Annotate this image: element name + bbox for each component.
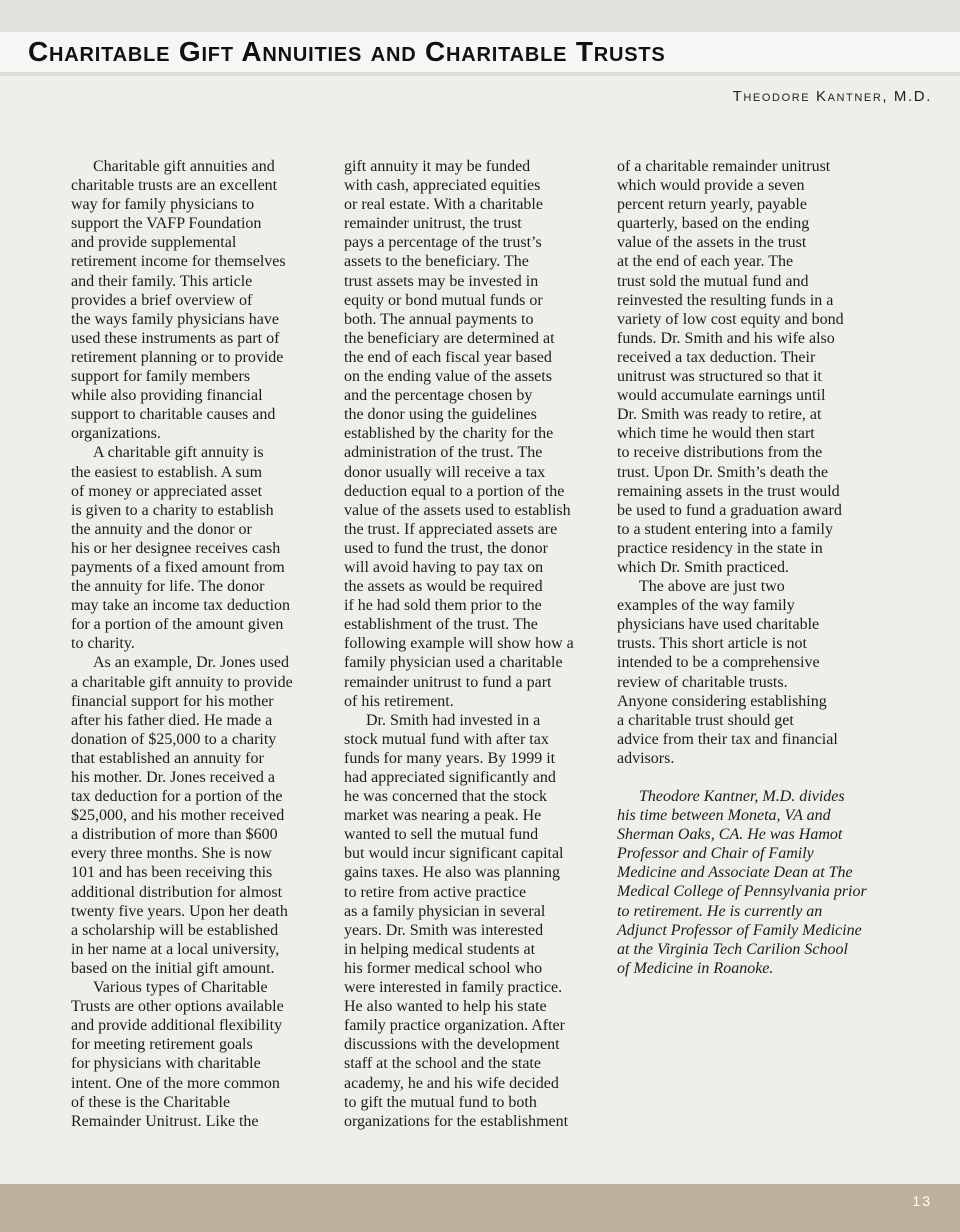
paragraph [71,978,333,1131]
text-line: may take an income tax deduction [71,597,291,615]
text-line: to gift the mutual fund to both [344,1093,537,1111]
text-line: Professor and Chair of Family [617,845,814,863]
text-line: review of charitable trusts. [617,673,788,691]
text-line: and their family. This article [71,272,253,290]
text-line: which time he would then start [617,425,815,443]
text-line: to receive distributions from the [617,444,823,462]
text-line: As an example, Dr. Jones used [93,654,289,672]
text-line: trusts. This short article is not [617,635,807,653]
text-line: is given to a charity to establish [71,501,274,519]
text-line: value of the assets used to establish [344,501,571,519]
author-bio [617,787,879,978]
text-line: value of the assets in the trust [617,234,807,252]
text-line: the easiest to establish. A sum [71,463,263,481]
text-line: the donor using the guidelines [344,406,537,424]
text-line: support to charitable causes and [71,406,276,424]
text-line: used to fund the trust, the donor [344,539,548,557]
text-line: equity or bond mutual funds or [344,291,543,309]
text-line: the trust. If appreciated assets are [344,520,558,538]
text-line: trust sold the mutual fund and [617,272,809,290]
text-line: received a tax deduction. Their [617,348,816,366]
text-line: practice residency in the state in [617,539,823,557]
text-line: payments of a fixed amount from [71,558,285,576]
text-line: the assets as would be required [344,578,543,596]
text-line: remaining assets in the trust would [617,482,840,500]
paragraph [617,577,879,768]
text-line: years. Dr. Smith was interested [344,921,544,939]
text-line: and the percentage chosen by [344,387,533,405]
text-line: trust. Upon Dr. Smith’s death the [617,463,829,481]
article-author: Theodore Kantner, M.D. [732,88,932,105]
text-line: Medical College of Pennsylvania prior [617,883,867,901]
text-line: a scholarship will be established [71,921,279,939]
text-line: to a student entering into a family [617,520,833,538]
text-line: on the ending value of the assets [344,368,552,386]
text-line: the end of each fiscal year based [344,348,552,366]
text-line: variety of low cost equity and bond [617,310,844,328]
text-line: physicians have used charitable [617,616,820,634]
text-line: would accumulate earnings until [617,387,826,405]
text-line: Remainder Unitrust. Like the [71,1112,259,1130]
text-line: gains taxes. He also was planning [344,864,560,882]
text-line: his former medical school who [344,959,543,977]
text-line: for physicians with charitable [71,1055,261,1073]
text-line: his time between Moneta, VA and [617,807,831,825]
text-line: to charity. [71,635,135,653]
text-line: Dr. Smith was ready to retire, at [617,406,822,424]
text-line: following example will show how a [344,635,574,653]
text-line: Various types of Charitable [93,979,268,997]
text-line: Charitable gift annuities and [93,158,275,175]
text-line: The above are just two [639,578,785,596]
text-line: staff at the school and the state [344,1055,541,1073]
text-line: in helping medical students at [344,940,536,958]
text-line: at the Virginia Tech Carilion School [617,940,848,958]
text-line: provides a brief overview of [71,291,253,309]
text-line: Medicine and Associate Dean at The [617,864,853,882]
text-line: will avoid having to pay tax on [344,558,544,576]
text-line: or real estate. With a charitable [344,196,543,214]
text-line: wanted to sell the mutual fund [344,826,539,844]
text-line: support for family members [71,368,251,386]
text-line: to retirement. He is currently an [617,902,823,920]
text-column-3 [617,157,879,978]
text-line: were interested in family practice. [344,979,563,997]
text-line: tax deduction for a portion of the [71,788,283,806]
title-rule [0,72,960,76]
text-line: remainder unitrust to fund a part [344,673,552,691]
text-line: and provide supplemental [71,234,237,252]
text-line: advice from their tax and financial [617,730,838,748]
text-line: of Medicine in Roanoke. [617,959,774,977]
text-line: deduction equal to a portion of the [344,482,565,500]
text-line: of money or appreciated asset [71,482,263,500]
text-line: which would provide a seven [617,177,805,195]
text-line: Dr. Smith had invested in a [366,711,541,729]
text-line: support the VAFP Foundation [71,215,262,233]
text-line: in her name at a local university, [71,940,280,958]
text-column-2 [344,157,606,1131]
text-line: assets to the beneficiary. The [344,253,529,271]
paragraph [71,653,333,978]
text-line: of a charitable remainder unitrust [617,158,831,175]
text-line: financial support for his mother [71,692,274,710]
text-line: Trusts are other options available [71,998,284,1016]
text-line: if he had sold them prior to the [344,597,542,615]
text-line: Anyone considering establishing [617,692,827,710]
paragraph [71,157,333,443]
text-line: family practice organization. After [344,1017,565,1035]
text-line: to retire from active practice [344,883,527,901]
text-line: gift annuity it may be funded [344,158,531,175]
text-line: used these instruments as part of [71,329,280,347]
paragraph [344,157,606,711]
text-line: after his father died. He made a [71,711,273,729]
text-line: quarterly, based on the ending [617,215,810,233]
footer-bar [0,1184,960,1232]
text-line: twenty five years. Upon her death [71,902,288,920]
text-line: that established an annuity for [71,749,264,767]
text-line: had appreciated significantly and [344,769,556,786]
text-line: advisors. [617,749,675,767]
text-line: and provide additional flexibility [71,1017,283,1035]
text-line: with cash, appreciated equities [344,177,541,195]
text-line: percent return yearly, payable [617,196,807,214]
paragraph [617,157,879,577]
text-line: examples of the way family [617,597,795,615]
text-line: based on the initial gift amount. [71,959,275,977]
text-line: the annuity and the donor or [71,520,252,538]
text-line: the ways family physicians have [71,310,279,328]
text-line: his mother. Dr. Jones received a [71,769,275,786]
text-line: as a family physician in several [344,902,546,920]
text-line: market was nearing a peak. He [344,807,542,825]
text-line: the annuity for life. The donor [71,578,265,596]
text-line: stock mutual fund with after tax [344,730,549,748]
text-line: Sherman Oaks, CA. He was Hamot [617,826,843,844]
text-column-1 [71,157,333,1131]
text-line: additional distribution for almost [71,883,283,901]
text-line: academy, he and his wife decided [344,1074,559,1092]
page-number: 13 [912,1193,932,1209]
text-line: establishment of the trust. The [344,616,538,634]
text-line: while also providing financial [71,387,263,405]
text-line: intended to be a comprehensive [617,654,820,672]
text-line: for a portion of the amount given [71,616,284,634]
text-line: family physician used a charitable [344,654,563,672]
text-line: charitable trusts are an excellent [71,177,278,195]
text-line: he was concerned that the stock [344,788,548,806]
text-line: funds for many years. By 1999 it [344,749,556,767]
text-line: remainder unitrust, the trust [344,215,522,233]
text-line: be used to fund a graduation award [617,501,842,519]
text-line: Adjunct Professor of Family Medicine [617,921,862,939]
paragraph [344,711,606,1131]
text-line: both. The annual payments to [344,310,534,328]
text-line: $25,000, and his mother received [71,807,285,825]
text-line: retirement income for themselves [71,253,286,271]
text-line: at the end of each year. The [617,253,794,271]
text-line: way for family physicians to [71,196,255,214]
text-line: unitrust was structured so that it [617,368,822,386]
text-line: which Dr. Smith practiced. [617,558,789,576]
article-title: Charitable Gift Annuities and Charitable Trusts [28,36,666,67]
text-line: pays a percentage of the trust’s [344,234,542,252]
text-line: reinvested the resulting funds in a [617,291,834,309]
text-line: funds. Dr. Smith and his wife also [617,329,835,347]
text-line: a distribution of more than $600 [71,826,278,844]
text-line: of these is the Charitable [71,1093,231,1111]
text-line: a charitable gift annuity to provide [71,673,293,691]
text-line: donation of $25,000 to a charity [71,730,277,748]
text-line: A charitable gift annuity is [93,444,264,462]
text-line: organizations. [71,425,161,443]
text-line: retirement planning or to provide [71,348,284,366]
text-line: a charitable trust should get [617,711,794,729]
text-line: discussions with the development [344,1036,560,1054]
text-line: but would incur significant capital [344,845,564,863]
text-line: Theodore Kantner, M.D. divides [639,788,845,805]
text-line: intent. One of the more common [71,1074,280,1092]
paragraph [71,443,333,653]
text-line: trust assets may be invested in [344,272,539,290]
text-line: established by the charity for the [344,425,554,443]
text-line: the beneficiary are determined at [344,329,555,347]
top-strip [0,0,960,32]
text-line: of his retirement. [344,692,454,710]
text-line: his or her designee receives cash [71,539,281,557]
text-line: every three months. She is now [71,845,272,863]
text-line: administration of the trust. The [344,444,543,462]
text-line: organizations for the establishment [344,1112,569,1130]
text-line: donor usually will receive a tax [344,463,546,481]
text-line: 101 and has been receiving this [71,864,273,882]
text-line: He also wanted to help his state [344,998,547,1016]
text-line: for meeting retirement goals [71,1036,253,1054]
